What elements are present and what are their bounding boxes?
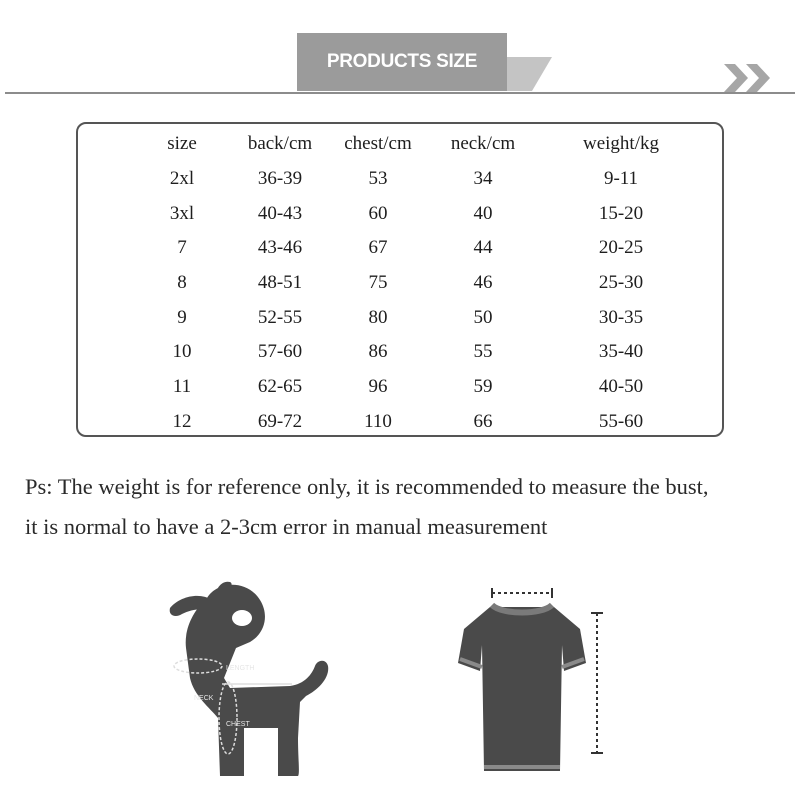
table-row: [138, 196, 698, 231]
cell-size: 8: [177, 272, 187, 294]
table-row: [138, 231, 698, 266]
cell-neck: 55: [473, 341, 493, 363]
cell-back: 43-46: [257, 237, 303, 259]
cell-neck: 44: [473, 237, 493, 259]
banner-title: PRODUCTS SIZE: [326, 51, 478, 72]
dog-measurement-illustration: [160, 578, 335, 778]
double-chevron-right-icon: [724, 64, 776, 92]
dog-silhouette: [170, 582, 329, 776]
header-chest: chest/cm: [344, 133, 412, 155]
cell-chest: 53: [368, 168, 388, 190]
products-size-banner: [297, 33, 552, 91]
cell-chest: 67: [368, 237, 388, 259]
size-table: [138, 127, 698, 439]
cell-size: 3xl: [169, 202, 195, 224]
table-row: [138, 300, 698, 335]
cell-size: 2xl: [169, 168, 195, 190]
cell-weight: 20-25: [598, 237, 644, 259]
shirt-silhouette: [458, 605, 586, 771]
table-row: [138, 370, 698, 405]
cell-neck: 59: [473, 376, 493, 398]
cell-neck: 46: [473, 272, 493, 294]
cell-weight: 15-20: [598, 202, 644, 224]
table-header-row: [138, 127, 698, 162]
cell-neck: 66: [473, 410, 493, 432]
cell-chest: 80: [368, 306, 388, 328]
cell-weight: 40-50: [598, 376, 644, 398]
note-line-1: Ps: The weight is for reference only, it is recommended to measure the bust,: [25, 474, 709, 499]
cell-weight: 25-30: [598, 272, 644, 294]
cell-back: 69-72: [257, 410, 303, 432]
dog-eye-spot: [232, 610, 252, 626]
cell-weight: 30-35: [598, 306, 644, 328]
cell-back: 57-60: [257, 341, 303, 363]
header-neck: neck/cm: [450, 133, 516, 155]
cell-chest: 86: [368, 341, 388, 363]
cell-back: 52-55: [257, 306, 303, 328]
cell-neck: 34: [473, 168, 493, 190]
cell-chest: 75: [368, 272, 388, 294]
neck-label: NECK: [194, 695, 214, 702]
cell-size: 9: [177, 306, 187, 328]
shirt-measurement-illustration: [452, 585, 612, 785]
note-line-2: it is normal to have a 2-3cm error in manual measurement: [25, 514, 548, 539]
cell-size: 10: [172, 341, 192, 363]
header-weight: weight/kg: [583, 133, 659, 155]
cell-neck: 40: [473, 202, 493, 224]
cell-chest: 96: [368, 376, 388, 398]
table-row: [138, 266, 698, 301]
cell-chest: 110: [364, 410, 392, 432]
size-table-frame: [76, 122, 724, 437]
cell-chest: 60: [368, 202, 388, 224]
length-label: LENGTH: [226, 665, 255, 672]
chest-label: CHEST: [226, 721, 250, 728]
cell-size: 11: [172, 376, 192, 398]
cell-weight: 35-40: [598, 341, 644, 363]
header-divider: [5, 92, 795, 94]
cell-back: 40-43: [257, 202, 303, 224]
cell-size: 12: [172, 410, 192, 432]
header-back: back/cm: [247, 133, 313, 155]
cell-neck: 50: [473, 306, 493, 328]
table-row: [138, 335, 698, 370]
cell-weight: 9-11: [603, 168, 639, 190]
cell-back: 36-39: [257, 168, 303, 190]
cell-size: 7: [177, 237, 187, 259]
table-row: [138, 162, 698, 197]
cell-back: 48-51: [257, 272, 303, 294]
cell-weight: 55-60: [598, 410, 644, 432]
cell-back: 62-65: [257, 376, 303, 398]
table-row: [138, 405, 698, 440]
header-size: size: [167, 133, 197, 155]
